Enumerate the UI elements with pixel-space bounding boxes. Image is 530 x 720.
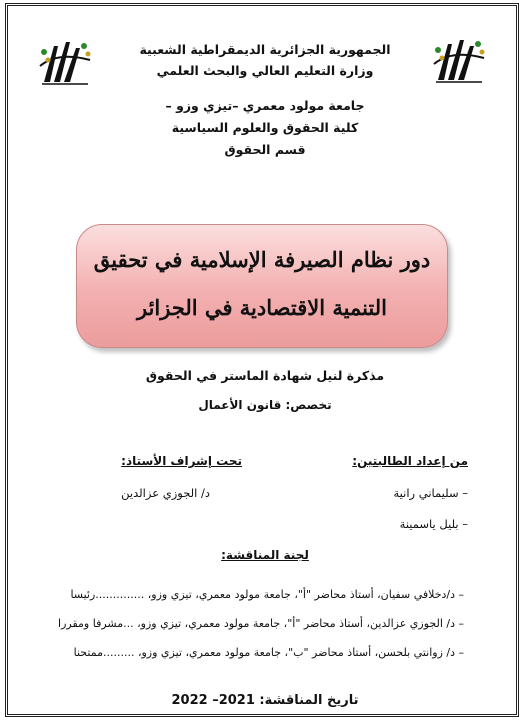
thesis-specialty: تخصص: قانون الأعمال — [198, 398, 332, 412]
faculty-name: كلية الحقوق والعلوم السياسية — [171, 120, 359, 135]
committee-member: – د/ الجوزي عزالدين، أستاذ محاضر "أ"، جامعة مولود معمري، تيزي وزو، ...مشرفا ومقررا — [58, 617, 464, 630]
student-name: – بليل ياسمينة — [399, 517, 468, 531]
committee-member: – د/ زوانتي بلحسن، أستاذ محاضر "ب"، جامعة مولود معمري، تيزي وزو، .........ممتحنا — [73, 646, 464, 659]
republic-name: الجمهورية الجزائرية الديمقراطية الشعبية — [139, 42, 391, 57]
ministry-name: وزارة التعليم العالي والبحث العلمي — [156, 63, 374, 78]
supervisor-name: د/ الجوزي عزالدين — [121, 486, 210, 500]
defense-date: تاريخ المناقشة: 2021– 2022 — [171, 693, 359, 708]
university-name: جامعة مولود معمري –تيزي وزو – — [165, 98, 365, 113]
department-name: قسم الحقوق — [224, 142, 306, 157]
committee-member: – د/دخلافي سفيان، أستاذ محاضر "أ"، جامعة مولود معمري، تيزي وزو، ..............رئيسا — [70, 588, 464, 601]
thesis-title-line-2: التنمية الاقتصادية في الجزائر — [136, 295, 387, 320]
thesis-purpose: مذكرة لنيل شهادة الماستر في الحقوق — [145, 368, 385, 383]
title-banner — [76, 224, 448, 348]
thesis-title-line-1: دور نظام الصيرفة الإسلامية في تحقيق — [93, 247, 431, 272]
students-label: من إعداد الطالبتين: — [352, 454, 468, 468]
supervisor-label: تحت إشراف الأستاذ: — [121, 454, 242, 468]
committee-label: لجنة المناقشة: — [221, 548, 309, 562]
student-name: – سليماني رانية — [393, 486, 468, 500]
